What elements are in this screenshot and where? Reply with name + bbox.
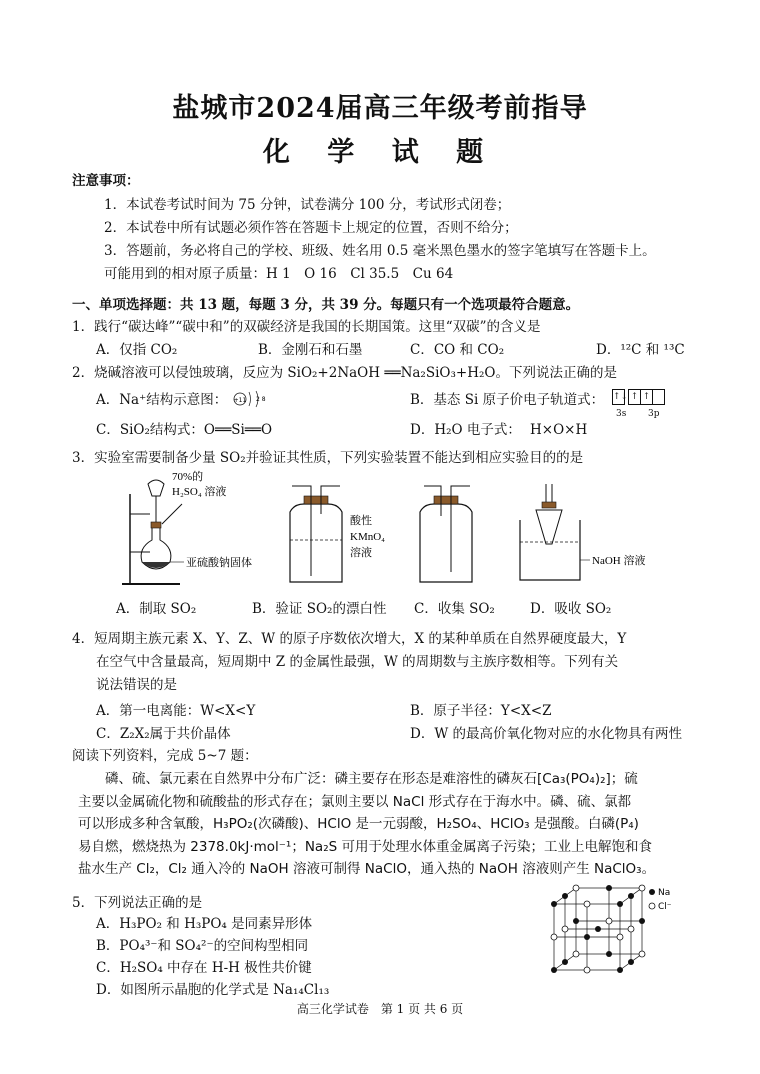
label-acid-line2: H₂SO₄ 溶液 bbox=[172, 486, 227, 498]
q5-option-b: B．PO₄³⁻和 SO₄²⁻的空间构型相同 bbox=[96, 938, 309, 954]
si-orbital-diagram: ↑↓ ↑ ↑ bbox=[612, 386, 664, 405]
legend-cl-dot bbox=[649, 903, 655, 909]
section-heading: 一、单项选择题：共 13 题，每题 3 分，共 39 分。每题只有一个选项最符合题意。 bbox=[72, 297, 580, 313]
notice-item-3: 3．答题前，务必将自己的学校、班级、姓名用 0.5 毫米黑色墨水的签字笔填写在答题卡上。 bbox=[104, 243, 656, 259]
q3-option-a: A．制取 SO₂ bbox=[116, 601, 197, 617]
q4-stem-line3: 说法错误的是 bbox=[96, 677, 177, 693]
reading-line-5: 盐水生产 Cl₂，Cl₂ 通入冷的 NaOH 溶液可制得 NaClO，通入热的 NaOH 溶液则产生 NaClO₃。 bbox=[78, 861, 656, 877]
page-footer: 高三化学试卷 第 1 页 共 6 页 bbox=[296, 1002, 464, 1016]
q2-option-d: D．H₂O 电子式： bbox=[410, 422, 521, 438]
q2-stem: 2．烧碱溶液可以侵蚀玻璃，反应为 SiO₂+2NaOH ══Na₂SiO₃+H₂O。下列说法正确的是 bbox=[72, 365, 617, 381]
na-ion-charge: +11 bbox=[233, 397, 247, 404]
q4-option-d: D．W 的最高价氧化物对应的水化物具有两性 bbox=[410, 726, 682, 742]
exam-title: 盐城市2024届高三年级考前指导 bbox=[172, 93, 588, 124]
q4-stem-line1: 4．短周期主族元素 X、Y、Z、W 的原子序数依次增大，X 的某种单质在自然界硬度最大，Y bbox=[72, 631, 627, 647]
reading-line-3: 可以形成多种含氧酸，H₃PO₂(次磷酸)、HClO 是一元弱酸，H₂SO₄、HClO₃ 是强酸。白磷(P₄) bbox=[78, 816, 639, 832]
crystal-atoms bbox=[551, 885, 645, 973]
reading-line-4: 易自燃，燃烧热为 2378.0kJ·mol⁻¹；Na₂S 可用于处理水体重金属离子污染；工业上电解饱和食 bbox=[78, 838, 652, 855]
reading-line-1: 磷、硫、氯元素在自然界中分布广泛：磷主要存在形态是难溶性的磷灰石[Ca₃(PO₄)₂]；硫 bbox=[105, 771, 638, 787]
label-kmno4-1: 酸性 bbox=[350, 514, 372, 527]
apparatus-c bbox=[412, 486, 482, 592]
na-ion-shells: 2 8 bbox=[256, 396, 266, 403]
q1-option-b: B．金刚石和石墨 bbox=[258, 342, 363, 358]
atomic-mass-line: 可能用到的相对原子质量：H 1 O 16 Cl 35.5 Cu 64 bbox=[104, 266, 454, 282]
q1-option-d: D．¹²C 和 ¹³C bbox=[596, 342, 685, 358]
reading-line-2: 主要以金属硫化物和硫酸盐的形式存在；氯则主要以 NaCl 形式存在于海水中。磷、硫、氯都 bbox=[78, 793, 632, 810]
reading-passage bbox=[78, 768, 690, 881]
exam-subtitle: 化 学 试 题 bbox=[262, 137, 498, 168]
legend-na: Na bbox=[658, 888, 671, 898]
orbital-3s-label: 3s bbox=[616, 409, 627, 419]
apparatus-a bbox=[120, 471, 280, 594]
q2-option-b: B．基态 Si 原子价电子轨道式： bbox=[410, 392, 605, 408]
legend-na-dot bbox=[649, 889, 655, 895]
water-electron-formula: H×O×H bbox=[530, 422, 588, 438]
label-acid-line1: 70%的 bbox=[172, 471, 204, 483]
q1-option-a: A．仅指 CO₂ bbox=[96, 342, 178, 358]
apparatus-b bbox=[282, 486, 386, 592]
q4-option-c: C．Z₂X₂属于共价晶体 bbox=[96, 726, 231, 742]
q4-stem-line2: 在空气中含量最高，短周期中 Z 的金属性最强，W 的周期数与主族序数相等。下列有关 bbox=[96, 654, 619, 670]
q4-option-a: A．第一电离能：W<X<Y bbox=[96, 703, 256, 719]
label-solid: 亚硫酸钠固体 bbox=[186, 556, 252, 569]
orbital-3p-label: 3p bbox=[648, 409, 660, 419]
reading-intro: 阅读下列资料，完成 5~7 题： bbox=[72, 748, 258, 764]
q5-stem: 5．下列说法正确的是 bbox=[72, 895, 203, 911]
legend-cl: Cl⁻ bbox=[658, 902, 672, 912]
q2-option-c: C．SiO₂结构式：O══Si══O bbox=[96, 422, 273, 438]
q4-option-b: B．原子半径：Y<X<Z bbox=[410, 703, 552, 719]
q5-option-d: D．如图所示晶胞的化学式是 Na₁₄Cl₁₃ bbox=[96, 982, 330, 998]
q2-option-a: A．Na⁺结构示意图： bbox=[96, 392, 228, 408]
q1-option-c: C．CO 和 CO₂ bbox=[410, 342, 505, 358]
q1-stem: 1．践行“碳达峰”“碳中和”的双碳经济是我国的长期国策。这里“双碳”的含义是 bbox=[72, 319, 541, 335]
q5-option-a: A．H₃PO₂ 和 H₃PO₄ 是同素异形体 bbox=[96, 916, 313, 932]
na-ion-diagram bbox=[232, 388, 268, 412]
q3-option-b: B．验证 SO₂的漂白性 bbox=[252, 601, 387, 617]
apparatus-d bbox=[516, 484, 666, 592]
label-kmno4-2: KMnO₄ bbox=[350, 531, 386, 543]
q3-option-d: D．吸收 SO₂ bbox=[530, 601, 612, 617]
notice-item-2: 2．本试卷中所有试题必须作答在答题卡上规定的位置，否则不给分； bbox=[104, 220, 518, 236]
q5-option-c: C．H₂SO₄ 中存在 H-H 极性共价键 bbox=[96, 960, 312, 976]
label-kmno4-3: 溶液 bbox=[350, 546, 372, 559]
notice-heading: 注意事项： bbox=[72, 173, 140, 189]
label-naoh: NaOH 溶液 bbox=[592, 555, 646, 567]
q3-stem: 3．实验室需要制备少量 SO₂并验证其性质，下列实验装置不能达到相应实验目的的是 bbox=[72, 450, 584, 466]
notice-item-1: 1．本试卷考试时间为 75 分钟，试卷满分 100 分，考试形式闭卷； bbox=[104, 197, 511, 213]
q3-option-c: C．收集 SO₂ bbox=[414, 601, 495, 617]
nacl-crystal-cell bbox=[548, 884, 688, 980]
